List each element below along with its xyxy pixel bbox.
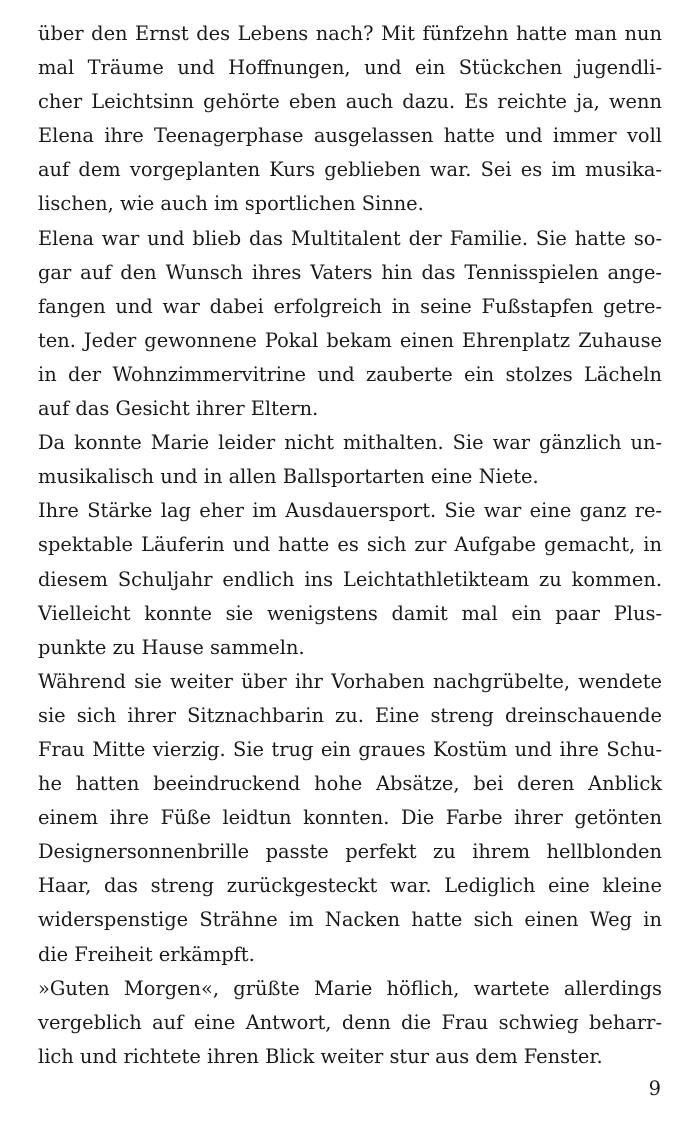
paragraph-5 (38, 665, 662, 972)
text-line: mal Träume und Hoffnungen, und ein Stückchen jugendli- (38, 56, 662, 80)
text-line: Da konnte Marie leider nicht mithalten. Sie war gänzlich un- (38, 431, 662, 455)
text-line: Elena war und blieb das Multitalent der Familie. Sie hatte so- (38, 226, 662, 250)
text-line: Designersonnenbrille passte perfekt zu ihrem hellblonden (38, 840, 662, 864)
text-line: fangen und war dabei erfolgreich in seine Fußstapfen getre- (38, 294, 662, 318)
paragraph-3 (38, 426, 662, 494)
text-line: in der Wohnzimmervitrine und zauberte ein stolzes Lächeln (38, 362, 662, 386)
text-line: vergeblich auf eine Antwort, denn die Frau schwieg beharr- (38, 1010, 662, 1034)
text-line: he hatten beeindruckend hohe Absätze, bei deren Anblick (38, 772, 662, 796)
text-line: auf das Gesicht ihrer Eltern. (38, 397, 319, 421)
text-line: »Guten Morgen«, grüßte Marie höflich, wartete allerdings (38, 976, 662, 1000)
text-line: musikalisch und in allen Ballsportarten eine Niete. (38, 465, 539, 489)
text-line: einem ihre Füße leidtun konnten. Die Farbe ihrer getönten (38, 806, 662, 830)
paragraph-2 (38, 222, 662, 427)
text-line: diesem Schuljahr endlich ins Leichtathletikteam zu kommen. (38, 567, 662, 591)
text-line: Haar, das streng zurückgesteckt war. Lediglich eine kleine (38, 874, 662, 898)
text-line: cher Leichtsinn gehörte eben auch dazu. Es reichte ja, wenn (38, 90, 662, 114)
text-line: ten. Jeder gewonnene Pokal bekam einen Ehrenplatz Zuhause (38, 328, 662, 352)
text-line: widerspenstige Strähne im Nacken hatte sich einen Weg in (38, 908, 662, 932)
text-line: lischen, wie auch im sportlichen Sinne. (38, 192, 424, 216)
paragraph-4 (38, 494, 662, 664)
body-text (38, 17, 662, 1074)
text-line: Vielleicht konnte sie wenigstens damit mal ein paar Plus- (38, 601, 662, 625)
text-line: über den Ernst des Lebens nach? Mit fünfzehn hatte man nun (38, 22, 662, 45)
text-line: Elena ihre Teenagerphase ausgelassen hatte und immer voll (38, 124, 662, 148)
text-line: auf dem vorgeplanten Kurs geblieben war. Sei es im musika- (38, 158, 662, 182)
page-number: 9 (648, 1077, 661, 1100)
text-line: Ihre Stärke lag eher im Ausdauersport. Sie war eine ganz re- (38, 499, 662, 523)
text-line: sie sich ihrer Sitznachbarin zu. Eine streng dreinschauende (38, 703, 662, 727)
paragraph-1 (38, 17, 662, 222)
text-line: punkte zu Hause sammeln. (38, 635, 305, 659)
text-line: gar auf den Wunsch ihres Vaters hin das Tennisspielen ange- (38, 260, 662, 284)
text-line: die Freiheit erkämpft. (38, 942, 255, 966)
text-line: spektable Läuferin und hatte es sich zur Aufgabe gemacht, in (38, 533, 662, 557)
paragraph-6 (38, 972, 662, 1074)
text-line: lich und richtete ihren Blick weiter stur aus dem Fenster. (38, 1044, 603, 1068)
text-line: Frau Mitte vierzig. Sie trug ein graues Kostüm und ihre Schu- (38, 737, 662, 761)
text-line: Während sie weiter über ihr Vorhaben nachgrübelte, wendete (38, 669, 662, 693)
